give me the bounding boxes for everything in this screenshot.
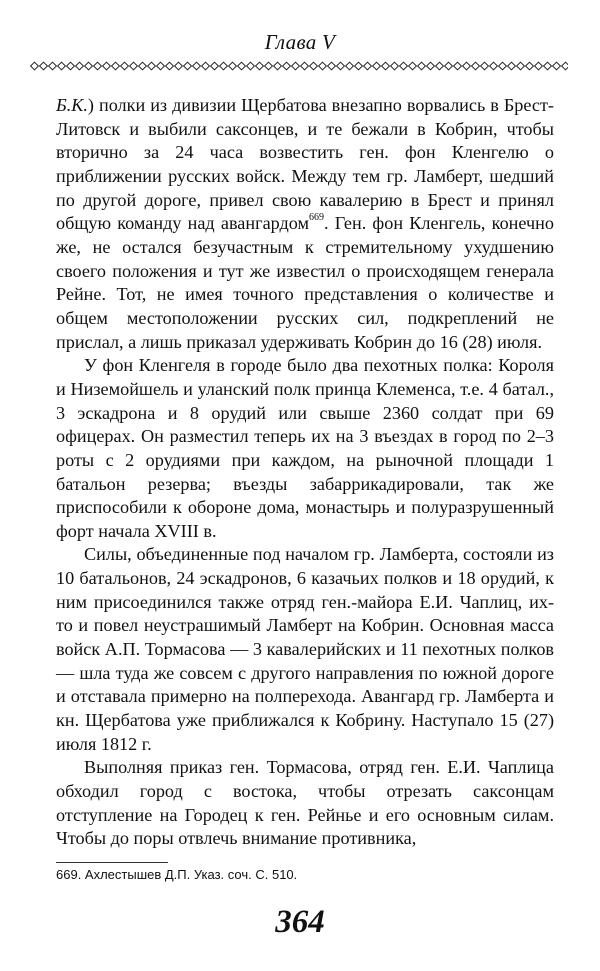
footnote: 669. Ахлестышев Д.П. Указ. соч. С. 510. — [56, 867, 298, 882]
body-text — [56, 94, 554, 851]
text-run: Выполняя приказ ген. Тормасова, отряд ген. Е.И. Чаплица обходил город с востока, чтобы отрезать саксонцам отступление на Городец к ген. Рейнье и его основным силам. Чтобы до поры отвлечь внимание противника, — [56, 757, 554, 849]
text-run: . Ген. фон Кленгель, конечно же, не остался безучастным к стремительному ухудшению своего положения и тут же известил о происходящем генерала Рейне. Тот, не имея точного представления о количестве и общем местоположении русских сил, подкреплений не прислал, а лишь приказал удерживать Кобрин до 16 (28) июля. — [56, 213, 554, 352]
paragraph — [56, 94, 554, 354]
paragraph — [56, 756, 554, 851]
footnote-ref[interactable]: 669 — [309, 212, 325, 224]
ornament-divider — [30, 60, 568, 72]
paragraph — [56, 543, 554, 756]
paragraph — [56, 354, 554, 543]
text-run: Силы, объединенные под началом гр. Ламберта, состояли из 10 батальонов, 24 эскадронов, 6 казачьих полков и 18 орудий, к ним присоединился также отряд ген.-майора Е.И. Чаплиц, их-то и повел неустрашимый Ламберт на Кобрин. Основная масса войск А.П. Тормасова — 3 кавалерийских и 11 пехотных полков — шла туда же совсем с другого направления по южной дороге и отставала примерно на полперехода. Авангард гр. Ламберта и кн. Щербатова уже приближался к Кобрину. Наступало 15 (27) июля 1812 г. — [56, 544, 554, 754]
text-run: ) полки из дивизии Щербатова внезапно ворвались в Брест-Литовск и выбили саксонцев, и те бежали в Кобрин, чтобы вторично за 24 часа возвестить ген. фон Кленгелю о приближении русских войск. Между тем гр. Ламберт, шедший по другой дороге, привел свою кавалерию в Брест и принял общую команду над авангардом — [56, 95, 554, 234]
author-initials: Б.К. — [56, 95, 88, 115]
text-run: У фон Кленгеля в городе было два пехотных полка: Короля и Низемойшель и уланский полк принца Клеменса, т.е. 4 батал., 3 эскадрона и 8 орудий или свыше 2360 солдат при 69 офицерах. Он разместил теперь их на 3 въездах в город по 2–3 роты с 2 орудиями при каждом, на рыночной площади 1 батальон резерва; въезды забаррикадировали, так же приспособили к обороне дома, монастырь и полуразрушенный форт начала XVIII в. — [56, 355, 554, 541]
page-number: 364 — [275, 904, 325, 940]
running-head: Глава V — [264, 30, 336, 54]
footnote-rule — [56, 862, 168, 863]
